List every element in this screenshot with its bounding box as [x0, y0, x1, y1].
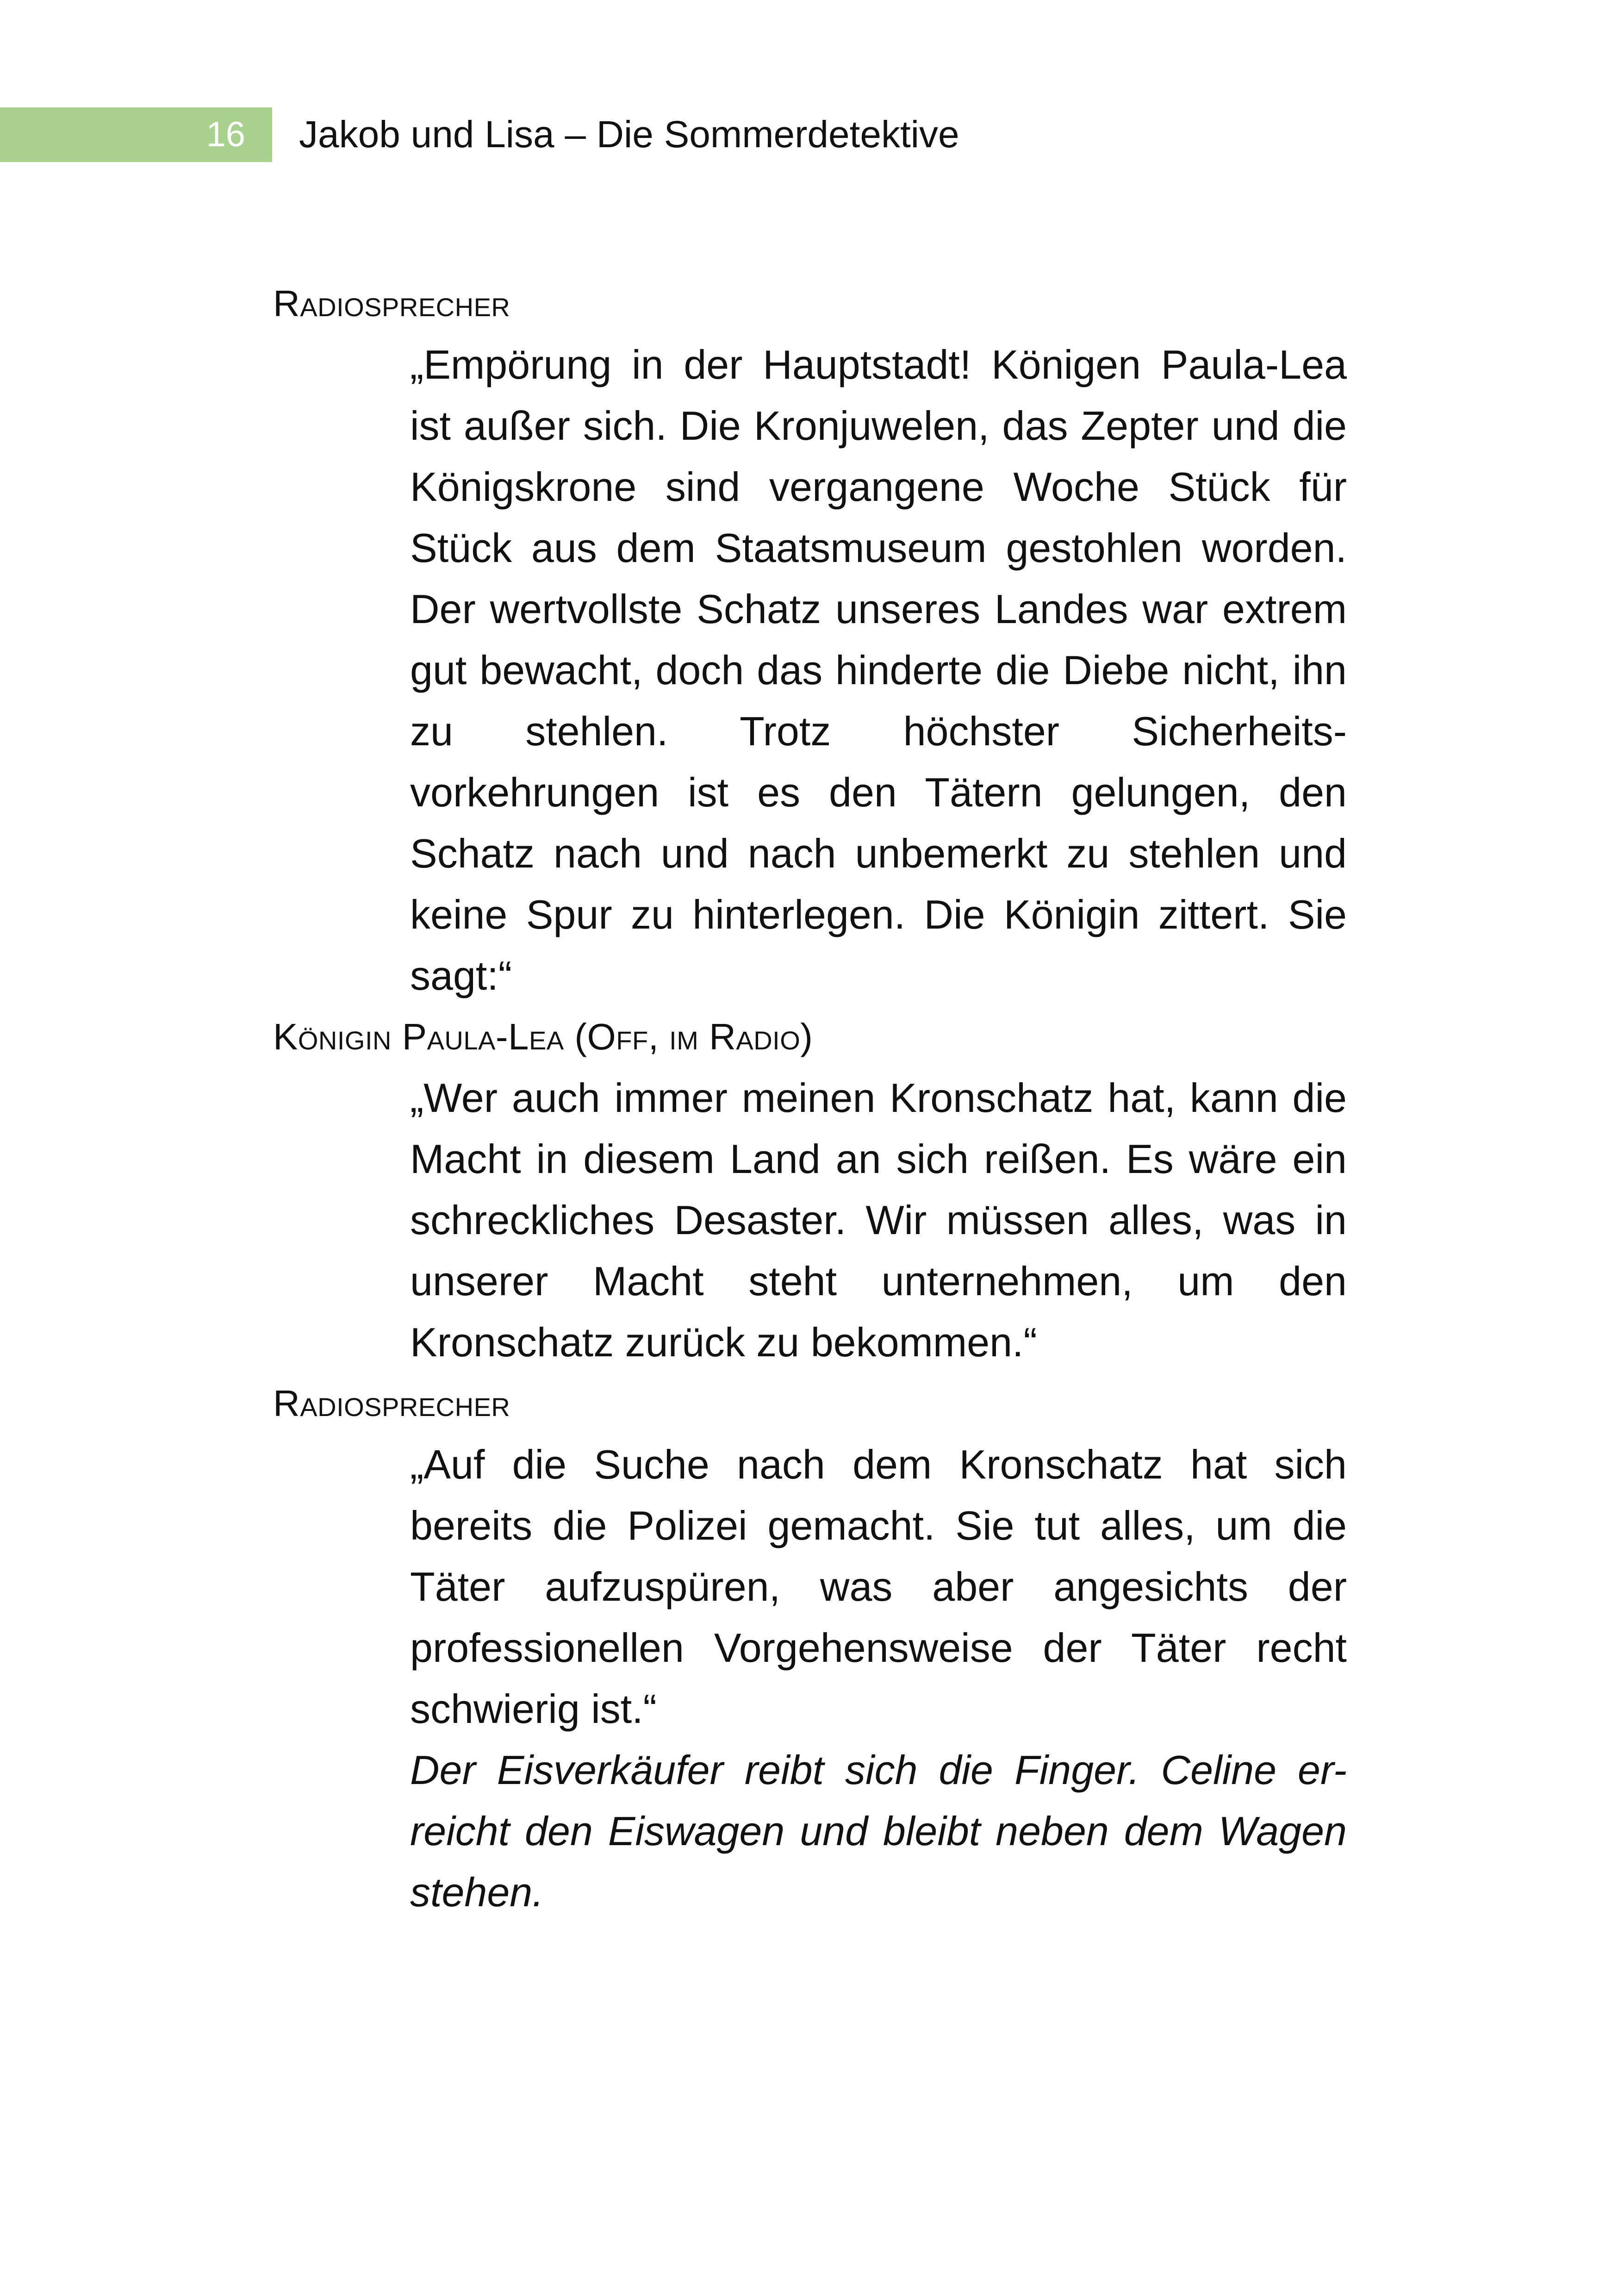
page-number-tab — [0, 107, 272, 162]
speaker-name: Radiosprecher — [273, 283, 510, 324]
dialogue-line: „Wer auch immer meinen Kronschatz hat, kann die Macht in diesem Land an sich reißen. Es wäre ein schreckliches Desaster. Wir müssen alles, was in unserer Macht steht unternehmen, um den Kronschatz zurück zu bekommen.“ — [410, 1075, 1347, 1365]
stage-direction: Der Eisverkäufer reibt sich die Finger. Celine er-reicht den Eiswagen und bleibt neben dem Wagen stehen. — [410, 1747, 1347, 1915]
speaker-name: Radiosprecher — [273, 1383, 510, 1424]
dialogue-line: „Auf die Suche nach dem Kronschatz hat sich bereits die Polizei gemacht. Sie tut alles, um die Täter aufzuspüren, was aber angesichts der professionellen Vorgehensweise der Täter recht schwierig ist.“ — [410, 1441, 1347, 1732]
running-title: Jakob und Lisa – Die Sommerdetektive — [299, 113, 959, 156]
dialogue-line: „Empörung in der Hauptstadt! Königen Paula-Lea ist außer sich. Die Kronjuwelen, das Zepter und die Königskrone sind vergangene Woche Stück für Stück aus dem Staatsmuseum gestohlen worden. Der wertvollste Schatz unseres Landes war extrem gut bewacht, doch das hinderte die Diebe nicht, ihn zu stehlen. Trotz höchster Sicherheits-vorkehrungen ist es den Tätern gelungen, den Schatz nach und nach unbemerkt zu stehlen und keine Spur zu hinterlegen. Die Königin zittert. Sie sagt:“ — [410, 342, 1347, 998]
speaker-name: Königin Paula-Lea (Off, im Radio) — [273, 1016, 813, 1057]
page-number: 16 — [206, 115, 245, 154]
script-body — [273, 273, 1347, 1923]
